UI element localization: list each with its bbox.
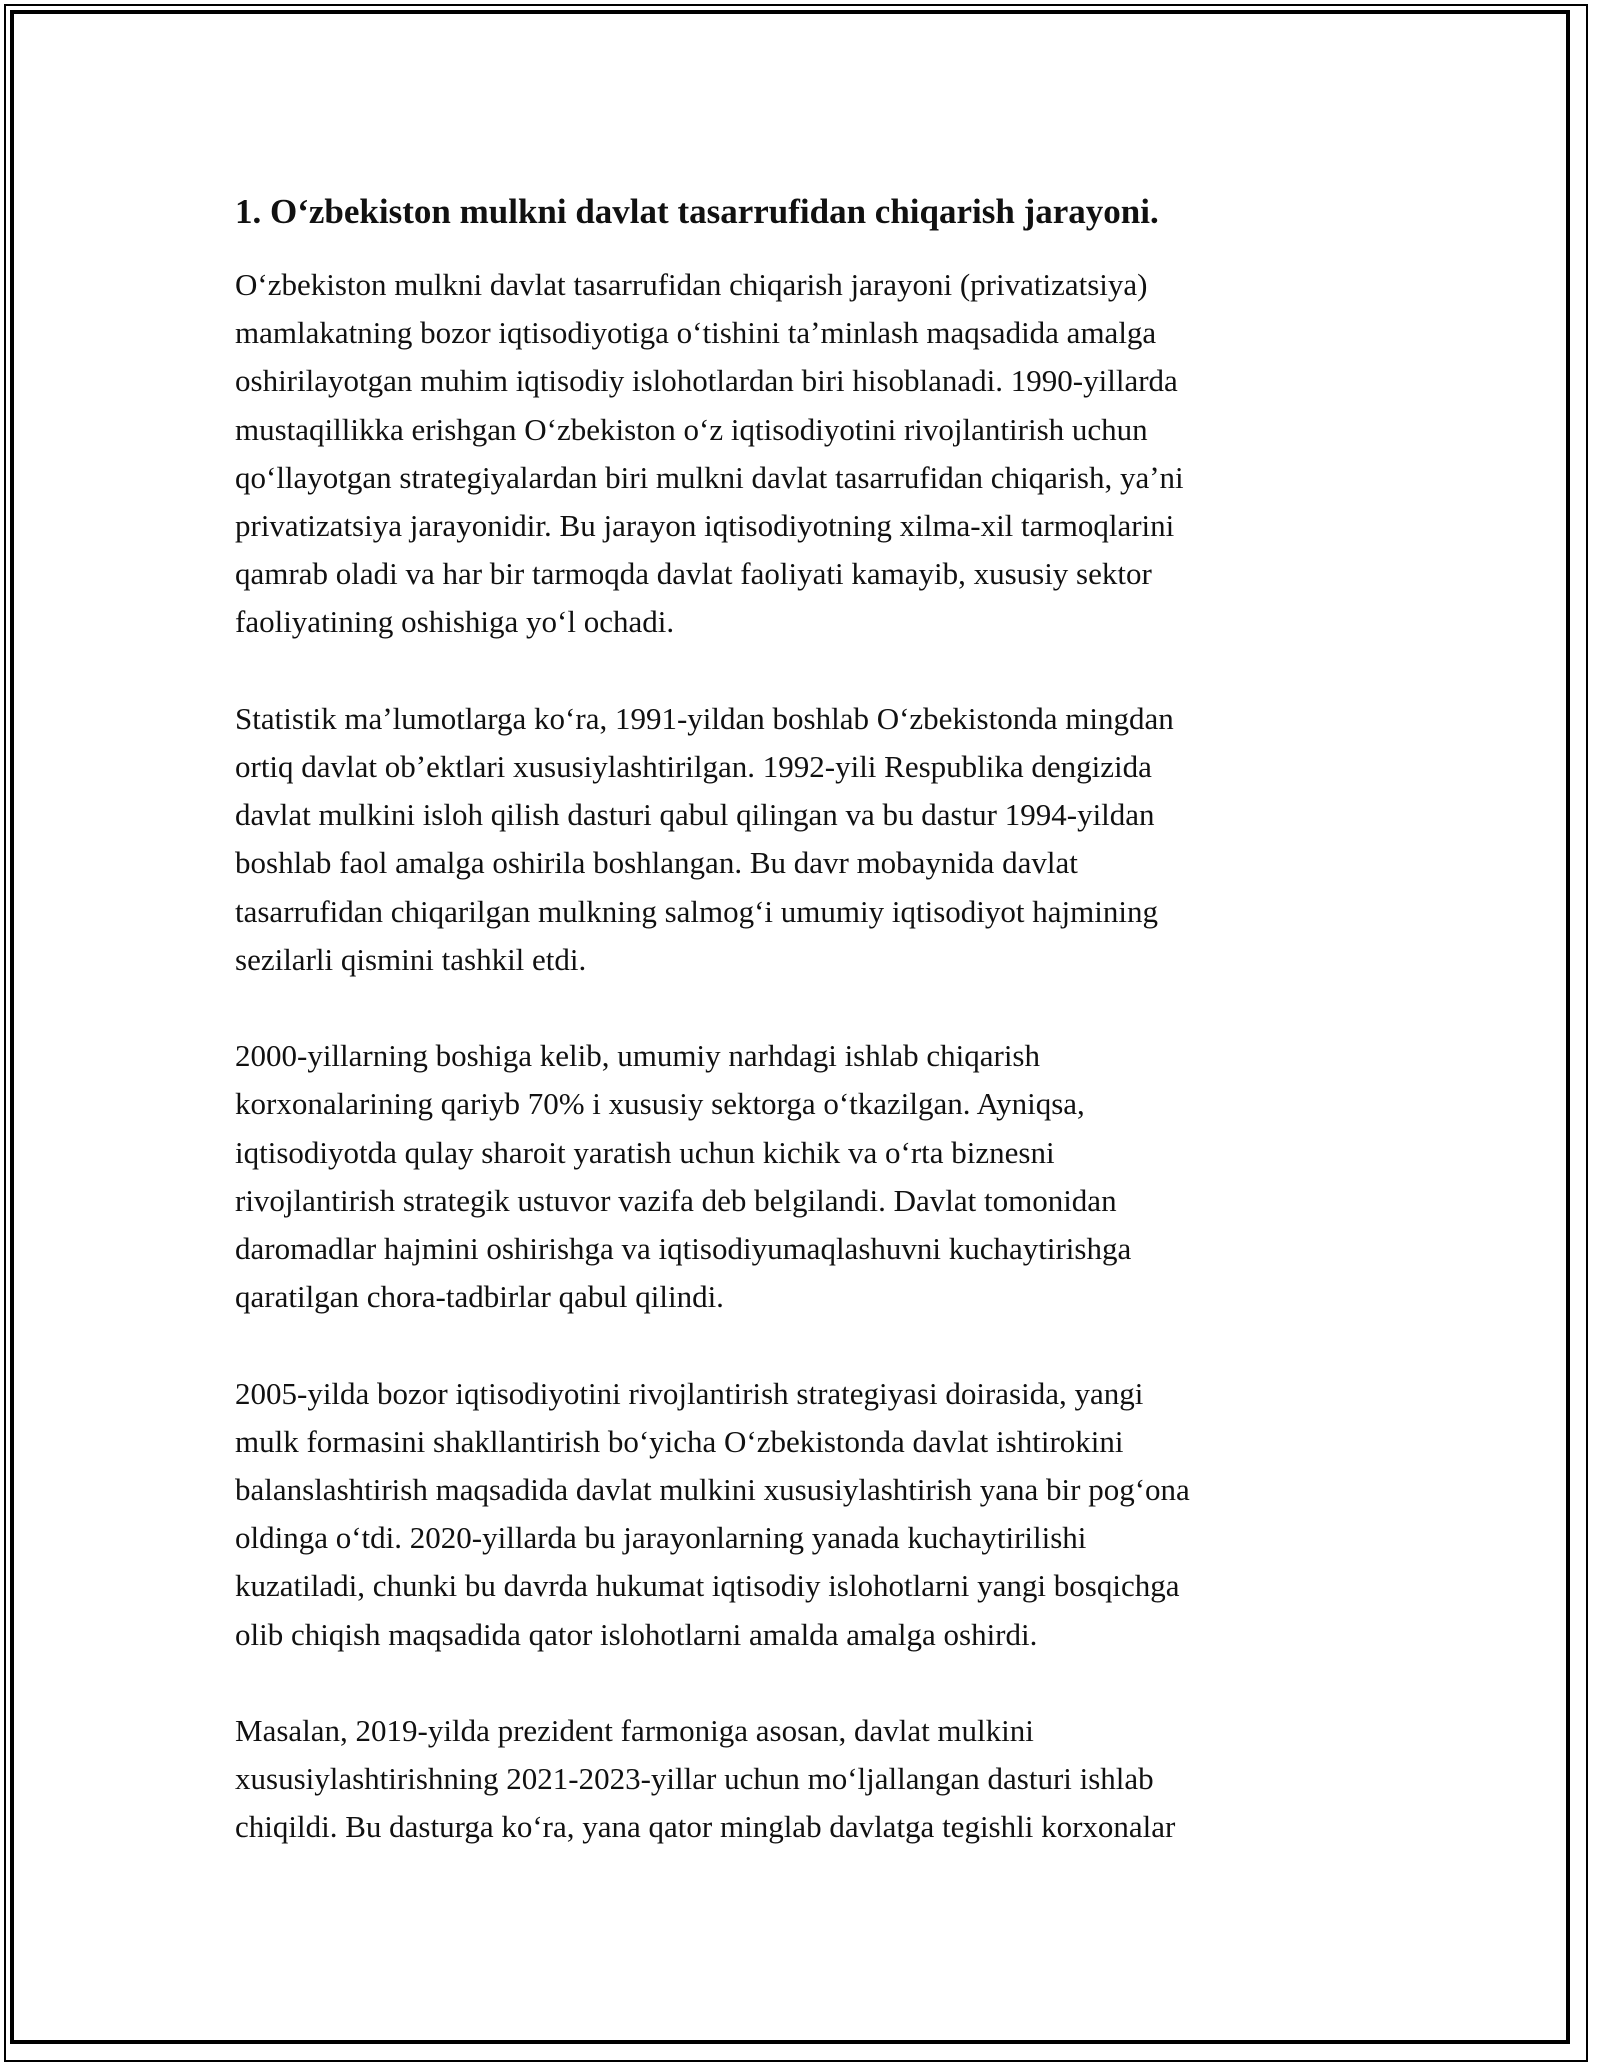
text-line: mamlakatning bozor iqtisodiyotiga oʻtishini taʼminlash maqsadida amalga bbox=[235, 315, 1157, 351]
document-title: 1. Oʻzbekiston mulkni davlat tasarrufidan chiqarish jarayoni. bbox=[235, 192, 1159, 231]
text-line: daromadlar hajmini oshirishga va iqtisodiyumaqlashuvni kuchaytirishga bbox=[235, 1231, 1132, 1267]
text-line: ortiq davlat obʼektlari xususiylashtirilgan. 1992-yili Respublika dengizida bbox=[235, 749, 1152, 785]
text-line: qoʻllayotgan strategiyalardan biri mulkni davlat tasarrufidan chiqarish, yaʼni bbox=[235, 459, 1184, 495]
paragraph-4 bbox=[235, 1370, 1385, 1659]
text-line: iqtisodiyotda qulay sharoit yaratish uchun kichik va oʻrta biznesni bbox=[235, 1134, 1055, 1170]
text-line: privatizatsiya jarayonidir. Bu jarayon iqtisodiyotning xilma-xil tarmoqlarini bbox=[235, 508, 1175, 544]
text-line: sezilarli qismini tashkil etdi. bbox=[235, 941, 587, 977]
text-line: balanslashtirish maqsadida davlat mulkini xususiylashtirish yana bir pogʻona bbox=[235, 1472, 1190, 1508]
text-line: oshirilayotgan muhim iqtisodiy islohotlardan biri hisoblanadi. 1990-yillarda bbox=[235, 363, 1178, 399]
document-body bbox=[235, 188, 1385, 1900]
text-line: kuzatiladi, chunki bu davrda hukumat iqtisodiy islohotlarni yangi bosqichga bbox=[235, 1568, 1180, 1604]
text-line: qaratilgan chora-tadbirlar qabul qilindi. bbox=[235, 1279, 724, 1315]
text-line: xususiylashtirishning 2021-2023-yillar uchun moʻljallangan dasturi ishlab bbox=[235, 1761, 1154, 1797]
text-line: tasarrufidan chiqarilgan mulkning salmogʻi umumiy iqtisodiyot hajmining bbox=[235, 893, 1158, 929]
paragraph-1 bbox=[235, 261, 1385, 647]
text-line: 2000-yillarning boshiga kelib, umumiy narhdagi ishlab chiqarish bbox=[235, 1038, 1041, 1074]
paragraph-container bbox=[235, 261, 1385, 1852]
paragraph-3 bbox=[235, 1032, 1385, 1321]
text-line: davlat mulkini isloh qilish dasturi qabul qilingan va bu dastur 1994-yildan bbox=[235, 797, 1155, 833]
text-line: faoliyatining oshishiga yoʻl ochadi. bbox=[235, 604, 675, 640]
text-line: mustaqillikka erishgan Oʻzbekiston oʻz iqtisodiyotini rivojlantirish uchun bbox=[235, 411, 1148, 447]
text-line: rivojlantirish strategik ustuvor vazifa deb belgilandi. Davlat tomonidan bbox=[235, 1182, 1117, 1218]
text-line: oldinga oʻtdi. 2020-yillarda bu jarayonlarning yanada kuchaytirilishi bbox=[235, 1520, 1087, 1556]
text-line: Oʻzbekiston mulkni davlat tasarrufidan chiqarish jarayoni (privatizatsiya) bbox=[235, 267, 1148, 302]
text-line: chiqildi. Bu dasturga koʻra, yana qator minglab davlatga tegishli korxonalar bbox=[235, 1809, 1176, 1845]
paragraph-5 bbox=[235, 1707, 1385, 1852]
text-line: 2005-yilda bozor iqtisodiyotini rivojlantirish strategiyasi doirasida, yangi bbox=[235, 1375, 1144, 1411]
text-line: qamrab oladi va har bir tarmoqda davlat faoliyati kamayib, xususiy sektor bbox=[235, 556, 1152, 592]
text-line: mulk formasini shakllantirish boʻyicha Oʻzbekistonda davlat ishtirokini bbox=[235, 1423, 1124, 1459]
text-line: olib chiqish maqsadida qator islohotlarni amalda amalga oshirdi. bbox=[235, 1616, 1038, 1652]
text-line: Statistik maʼlumotlarga koʻra, 1991-yildan boshlab Oʻzbekistonda mingdan bbox=[235, 700, 1174, 736]
text-line: boshlab faol amalga oshirila boshlangan. Bu davr mobaynida davlat bbox=[235, 845, 1078, 881]
paragraph-2 bbox=[235, 695, 1385, 984]
text-line: Masalan, 2019-yilda prezident farmoniga asosan, davlat mulkini bbox=[235, 1713, 1034, 1749]
text-line: korxonalarining qariyb 70% i xususiy sektorga oʻtkazilgan. Ayniqsa, bbox=[235, 1086, 1085, 1122]
